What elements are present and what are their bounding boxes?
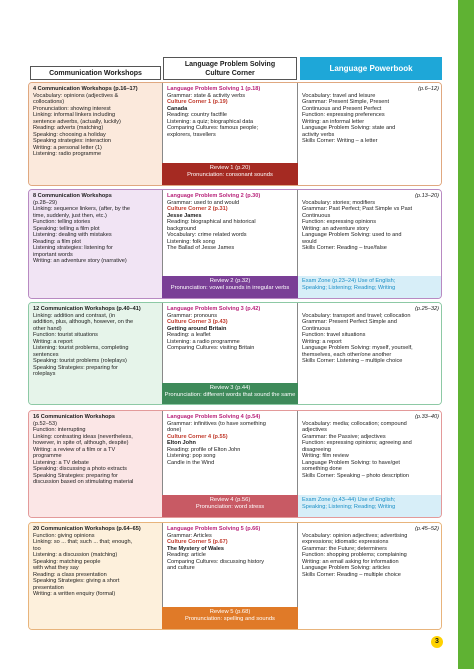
text-line: Reading: adverts (matching): [33, 125, 104, 131]
unit-row: [28, 189, 442, 299]
text-line: Comparing Cultures: discussing history: [167, 558, 264, 565]
text-line: Reading: profile of Elton John: [167, 446, 241, 453]
text-line: Reading: biographical and historical: [167, 219, 256, 225]
text-line: Grammar: Present Simple, Present: [302, 99, 390, 105]
text-line: with what they say: [33, 565, 79, 571]
language-problem-cell: [162, 411, 298, 495]
review-band: [162, 163, 298, 185]
unit-row: [28, 522, 442, 630]
text-line: Reading: a class presentation: [33, 571, 107, 578]
text-line: Function: expressing preferences: [302, 112, 385, 118]
review-title: Review 4 (p.56): [209, 497, 251, 503]
text-line: Listening: folk song: [167, 238, 215, 245]
pronunciation-line: Pronunciation: vowel sounds in irregular verbs: [170, 284, 290, 291]
text-line: Writing: an adventure story (narrative): [33, 258, 127, 264]
text-line: Language Problem Solving: state and: [302, 125, 396, 131]
text-line: Culture Corner 2 (p.31): [167, 206, 228, 212]
text-line: Function: travel situations: [302, 332, 366, 338]
text-line: Listening: a radio programme: [167, 338, 240, 345]
text-line: explorers, travellers: [167, 131, 216, 138]
communication-cell: [29, 411, 162, 517]
pronunciation-line: Pronunciation: different words that sound the same: [164, 391, 296, 398]
text-line: Writing: a report: [302, 338, 342, 345]
text-line: Listening: a TV debate: [33, 459, 89, 466]
unit-row: [28, 82, 442, 186]
text-line: Comparing Cultures: visiting Britain: [167, 345, 255, 351]
text-line: Vocabulary: stories; modifiers: [302, 199, 376, 206]
exam-zone: [298, 276, 442, 298]
review-band: [162, 383, 298, 404]
text-line: Vocabulary: opinion adjectives; advertising: [302, 532, 408, 539]
text-line: Listening: a discussion (matching): [33, 552, 118, 558]
text-line: presentation: [33, 584, 64, 591]
text-line: Jesse James: [167, 212, 202, 219]
text-line: Language Problem Solving: myself, yourself,: [302, 345, 413, 351]
text-line: Comparing Cultures: famous people;: [167, 125, 259, 131]
text-line: Speaking Strategies: preparing for: [33, 364, 118, 371]
review-band: [162, 276, 298, 298]
text-line: Continuous: [302, 325, 331, 332]
text-line: Culture Corner 1 (p.19): [167, 99, 228, 105]
unit-row: [28, 302, 442, 405]
text-line: Function: interrupting: [33, 427, 86, 433]
text-line: Function: tourist situations: [33, 332, 98, 338]
text-line: Grammar: the Future; determiners: [302, 545, 387, 552]
text-line: Listening: tourist problems, completing: [33, 345, 129, 351]
text-line: themselves, each other/one another: [302, 351, 392, 358]
communication-cell: [29, 190, 162, 298]
text-line: Speaking Strategies: giving a short: [33, 578, 120, 584]
text-line: however, in spite of, although, despite): [33, 440, 129, 446]
text-line: Language Problem Solving 5 (p.66): [167, 526, 261, 532]
text-line: time, suddenly, just then, etc.): [33, 212, 107, 219]
text-line: Grammar: infinitives (to have something: [167, 420, 266, 427]
text-line: Continuous: [302, 212, 331, 219]
text-line: Vocabulary: crime related words: [167, 232, 247, 238]
text-line: Linking: informal linkers including: [33, 112, 116, 118]
text-line: done): [167, 427, 182, 433]
text-line: 16 Communication Workshops: [33, 414, 115, 420]
text-line: (p.25–32): [415, 306, 439, 312]
text-line: Function: giving opinions: [33, 532, 95, 539]
text-line: collocations): [33, 99, 65, 105]
text-line: Grammar: Articles: [167, 532, 212, 539]
text-line: Listening strategies: listening for: [33, 245, 113, 251]
text-line: programme: [33, 453, 62, 459]
powerbook-cell: [298, 303, 442, 404]
text-line: Linking: addition and contrast, (in: [33, 312, 116, 319]
text-line: (p.13–20): [415, 193, 439, 199]
text-line: Continuous and Present Perfect: [302, 105, 382, 112]
text-line: Reading: country factfile: [167, 112, 228, 118]
text-line: Vocabulary: transport and travel; collocation: [302, 312, 411, 319]
text-line: Speaking Strategies: preparing for: [33, 472, 118, 479]
text-line: and culture: [167, 565, 195, 571]
text-line: roleplays: [33, 371, 56, 377]
text-line: Function: expressing opinions: [302, 219, 377, 225]
text-line: (p.6–12): [418, 86, 439, 92]
text-line: Language Problem Solving: used to and: [302, 232, 402, 238]
text-line: Culture Corner 3 (p.43): [167, 319, 228, 325]
text-line: Skills Corner: Writing – a letter: [302, 138, 378, 144]
language-problem-cell: [162, 190, 298, 276]
text-line: 4 Communication Workshops (p.16–17): [33, 86, 138, 92]
text-line: Reading: article: [167, 552, 206, 558]
text-line: sentences: [33, 351, 59, 358]
text-line: Writing: a written enquiry (formal): [33, 591, 116, 597]
column-header-powerbook: Language Powerbook: [300, 57, 442, 80]
text-line: Writing: an email asking for information: [302, 558, 399, 565]
text-line: Reading: a leaflet: [167, 332, 211, 338]
text-line: Skills Corner: Reading – true/false: [302, 245, 387, 251]
text-line: Vocabulary: media; collocation; compound: [302, 420, 407, 427]
text-line: Speaking: tourist problems (roleplays): [33, 358, 127, 364]
text-line: Language Problem Solving 4 (p.54): [167, 414, 261, 420]
text-line: 12 Communication Workshops (p.40–41): [33, 306, 141, 312]
text-line: Writing: an adventure story: [302, 225, 369, 232]
text-line: Grammar: pronouns: [167, 312, 218, 319]
pronunciation-line: Pronunciation: word stress: [195, 503, 265, 510]
review-title: Review 5 (p.68): [209, 609, 251, 615]
text-line: Function: shopping problems; complaining: [302, 552, 407, 558]
text-line: Skills Corner: Reading – multiple choice: [302, 571, 401, 578]
text-line: Function: telling stories: [33, 219, 91, 225]
exam-zone-line: Speaking; Listening; Reading; Writing: [302, 503, 396, 510]
text-line: important words: [33, 251, 73, 258]
text-line: Linking: sequence linkers, (after, by the: [33, 206, 131, 212]
text-line: (p.52–53): [33, 420, 57, 427]
text-line: Language Problem Solving: articles: [302, 565, 390, 571]
text-line: Writing: a report: [33, 338, 73, 345]
exam-zone-line: Speaking; Listening; Reading; Writing: [302, 284, 396, 291]
powerbook-cell: [298, 523, 442, 629]
text-line: Elton John: [167, 440, 196, 446]
text-line: Speaking: discussing a photo extracts: [33, 466, 127, 472]
text-line: sentence adverbs, (actually, luckily): [33, 118, 121, 125]
review-title: Review 3 (p.44): [209, 385, 251, 391]
review-band: [162, 495, 298, 517]
powerbook-cell: [298, 411, 442, 495]
powerbook-cell: [298, 83, 442, 185]
page-number: 3: [431, 636, 443, 648]
exam-zone-line: Exam Zone (p.23–24) Use of English;: [302, 278, 396, 284]
text-line: Grammar: the Passive; adjectives: [302, 433, 386, 440]
exam-zone-line: Exam Zone (p.43–44) Use of English;: [302, 497, 396, 503]
text-line: Vocabulary: travel and leisure: [302, 92, 376, 99]
column-header-language-problem: [163, 57, 297, 80]
text-line: Writing: a review of a film or a TV: [33, 446, 116, 453]
text-line: (p.28–29): [33, 199, 57, 206]
text-line: adjectives: [302, 427, 327, 433]
language-problem-cell: [162, 523, 298, 607]
text-line: 8 Communication Workshops: [33, 193, 112, 199]
text-line: Grammar: Past Perfect; Past Simple vs Past: [302, 206, 413, 212]
text-line: Listening: pop song: [167, 453, 216, 459]
text-line: Linking: contrasting ideas (nevertheless,: [33, 433, 133, 440]
text-line: too: [33, 545, 41, 552]
text-line: expressions; idiomatic expressions: [302, 539, 389, 545]
text-line: Writing: an informal letter: [302, 118, 365, 125]
text-line: Grammar: used to and would: [167, 199, 240, 206]
text-line: Speaking: telling a film plot: [33, 225, 100, 232]
text-line: Language Problem Solving 3 (p.42): [167, 306, 261, 312]
text-line: Vocabulary: opinions (adjectives &: [33, 92, 119, 99]
communication-cell: [29, 303, 162, 404]
text-line: Pronunciation: showing interest: [33, 105, 111, 112]
pronunciation-line: Pronunciation: spelling and sounds: [185, 615, 275, 622]
text-line: Language Problem Solving 1 (p.18): [167, 86, 261, 92]
review-title: Review 1 (p.20): [209, 165, 251, 171]
text-line: would: [302, 238, 317, 245]
side-stripe: [458, 0, 474, 669]
text-line: discussion based on stimulating material: [33, 479, 134, 485]
text-line: Listening: a quiz; biographical data: [167, 118, 254, 125]
review-band: [162, 607, 298, 629]
text-line: addition, plus, although, however, on the: [33, 319, 134, 325]
text-line: Skills Corner: Listening – multiple choice: [302, 358, 403, 364]
text-line: Writing: a personal letter (1): [33, 144, 102, 151]
exam-zone: [298, 495, 442, 517]
text-line: Speaking strategies: interaction: [33, 138, 112, 144]
column-header-line: Culture Corner: [205, 70, 255, 77]
text-line: Listening: radio programme: [33, 151, 102, 157]
pronunciation-line: Pronunciation: consonant sounds: [187, 171, 273, 178]
text-line: Function: expressing opinions; agreeing and: [302, 440, 412, 446]
text-line: other hand): [33, 325, 62, 332]
text-line: The Mystery of Wales: [167, 545, 224, 552]
column-header-communication: Communication Workshops: [30, 66, 161, 80]
review-title: Review 2 (p.32): [209, 278, 251, 284]
text-line: something done: [302, 466, 342, 472]
text-line: Canada: [167, 105, 188, 112]
text-line: disagreeing: [302, 446, 331, 453]
text-line: Linking: so ... that; such ... that; enough,: [33, 539, 133, 545]
text-line: activity verbs: [302, 131, 335, 138]
text-line: Grammar: Present Perfect Simple and: [302, 319, 397, 325]
text-line: (p.45–52): [415, 526, 439, 532]
unit-row: [28, 410, 442, 518]
powerbook-cell: [298, 190, 442, 276]
text-line: Reading: a film plot: [33, 238, 81, 245]
text-line: Candle in the Wind: [167, 459, 215, 466]
communication-cell: [29, 523, 162, 629]
text-line: (p.33–40): [415, 414, 439, 420]
text-line: Getting around Britain: [167, 325, 227, 332]
text-line: Culture Corner 4 (p.55): [167, 433, 228, 440]
text-line: Language Problem Solving: to have/get: [302, 459, 400, 466]
language-problem-cell: [162, 83, 298, 163]
text-line: Culture Corner 5 (p.67): [167, 539, 228, 545]
text-line: Skills Corner: Speaking – photo description: [302, 472, 409, 479]
text-line: Grammar: state & activity verbs: [167, 92, 246, 99]
text-line: 20 Communication Workshops (p.64–65): [33, 526, 141, 532]
column-header-line: Language Problem Solving: [184, 61, 276, 68]
language-problem-cell: [162, 303, 298, 383]
text-line: Language Problem Solving 2 (p.30): [167, 193, 261, 199]
text-line: The Ballad of Jesse James: [167, 245, 235, 251]
text-line: Speaking: choosing a holiday: [33, 131, 106, 138]
text-line: Listening: dealing with mistakes: [33, 232, 112, 238]
communication-cell: [29, 83, 162, 185]
text-line: Writing: film review: [302, 453, 349, 459]
text-line: Speaking: matching people: [33, 558, 101, 565]
text-line: background: [167, 225, 197, 232]
